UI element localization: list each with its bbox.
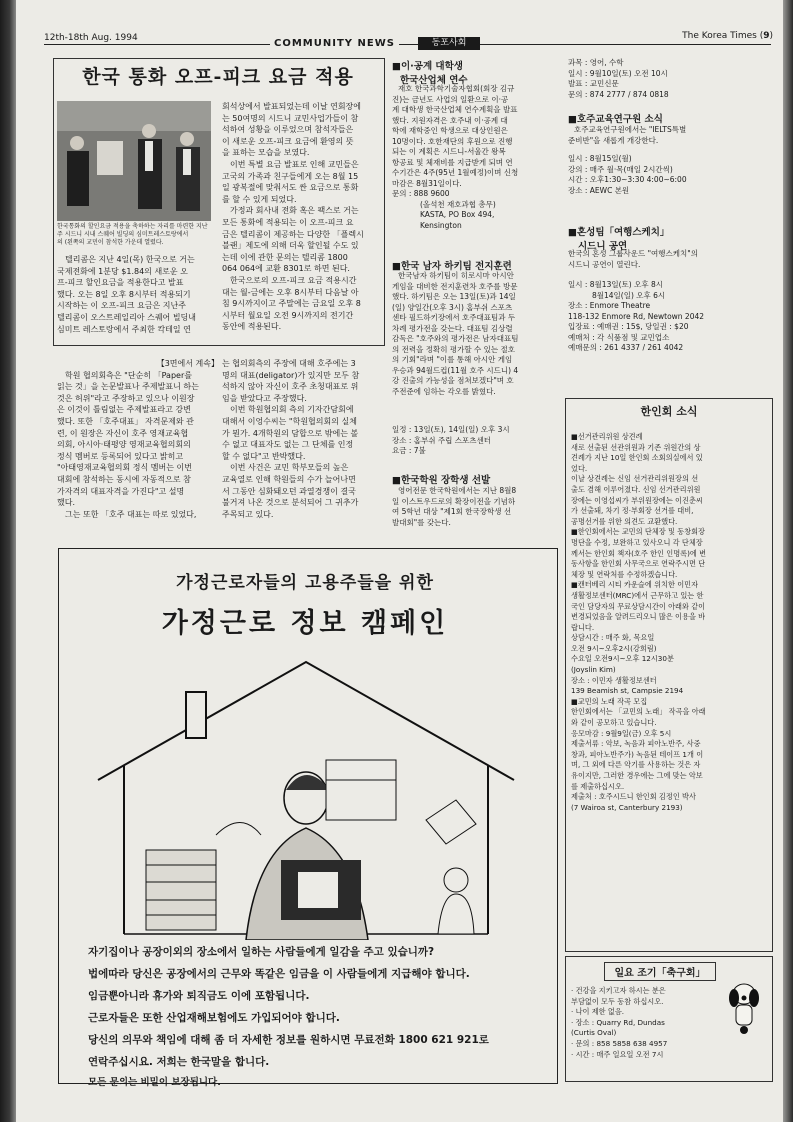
text-line: 일 이스트우드로의 확장이전을 기념하 — [392, 496, 516, 506]
text-line: 텔리콤이 오스트레일리아 스퀘어 빌딩내 — [57, 312, 197, 322]
text-line: 입장료 : 예매권 : 15$, 당일권 : $20 — [568, 322, 689, 331]
text-line: 시드니 공연이 열린다. — [568, 259, 641, 269]
text-line: (7 Wairoa st, Canterbury 2193) — [571, 802, 683, 812]
page-number: 9 — [763, 31, 770, 41]
text-line: 예매문의 : 261 4337 / 261 4042 — [568, 343, 684, 352]
caption-line: 한국통화의 할인요금 적용을 축하하는 자리를 마련한 지난주 시드니 시내 스퀘어 빌딩의 심미트레스토랑에서 — [57, 223, 208, 238]
text-line: 요금 : 7불 — [392, 446, 426, 455]
text-line: 의 전력을 정확히 평가할 수 있는 절호 — [392, 344, 515, 354]
lead-col2 — [222, 101, 380, 333]
text-line: 대는 월-금에는 오후 8시부터 다음날 아 — [222, 287, 359, 297]
text-line: 응모마감 : 9월9일(금) 오후 5시 — [571, 728, 672, 738]
headline-line: 한국산업체 연수 — [400, 75, 468, 86]
text-line: 는 협의회측의 주장에 대해 호주에는 3 — [222, 359, 356, 368]
text-line: 한국남자 하키팀이 히로시마 아시안 — [398, 271, 514, 280]
text-line: 국제전화에 1분당 $1.84의 새로운 오 — [57, 266, 188, 276]
text-line: 석하여 성황을 이루었으며 참석자들은 — [222, 125, 354, 135]
text-line: 장소 : AEWC 본원 — [568, 185, 630, 195]
text-line: 를 할 수 있게 되었다. — [222, 194, 297, 204]
text-line: 했다. 오는 8일 오후 8시부터 적용되기 — [57, 289, 191, 299]
paper-title: The Korea Times — [682, 31, 757, 41]
text-line: 불거져 나온 것으로 분석되어 그 귀추가 — [222, 498, 359, 508]
text-line: 새로 선출된 선관위원과 기존 위원간의 상 — [571, 442, 701, 452]
text-line: 장소 : Enmore Theatre — [568, 301, 651, 310]
issue-date: 12th-18th Aug. 1994 — [44, 33, 138, 43]
text-line: 은 이것이 틀림없는 주제발표라고 강변 — [57, 405, 191, 415]
text-line: 었다. — [571, 463, 588, 473]
text-line: 센타 필드하키장에서 호주대표팀과 두 — [392, 313, 516, 322]
text-line: 의 기회"라며 "이를 통해 아시안 게임 — [392, 355, 513, 364]
text-line: 문의 : 874 2777 / 874 0818 — [568, 89, 669, 99]
text-line: 호주교육연구원에서는 "IELTS특별 — [574, 125, 687, 134]
photo-image — [57, 101, 211, 221]
text-line: 가자격의 대표자격을 가진다"고 설명 — [57, 486, 185, 496]
text-line: · 시간 : 매주 일요일 오전 7시 — [571, 1049, 664, 1059]
text-line: 오전 9시~오후2시(강희림) — [571, 643, 657, 653]
photo-caption — [57, 223, 213, 247]
text-line: 주전준에 임하는 각오를 밝혔다. — [392, 386, 496, 396]
text-line: 읽는 것」을 논문발표나 주제발표니 하는 — [57, 382, 199, 392]
text-line: 과목 : 영어, 수학 — [568, 58, 624, 67]
soccer-club-title: 일요 조기「축구회」 — [604, 962, 716, 981]
text-line: 문의 : 888 9600 — [392, 189, 450, 198]
text-line: 했다. 또한 「호주대표」 자격문제와 관 — [57, 416, 194, 426]
text-line: (Joyslin Kim) — [571, 665, 616, 675]
text-line: 출도 겸해 이루어졌다. 신임 선거관리위원 — [571, 484, 701, 494]
scholarship-details — [568, 58, 768, 100]
text-line: 제출처 : 호주시드니 한인회 김정인 박사 — [571, 792, 696, 802]
text-line: 께서는 한인회 책자(호주 한인 인명록)에 변 — [571, 548, 707, 558]
text-line: 부담없이 모두 동참 하십시오. — [571, 996, 664, 1006]
text-line: 시간 : 오후1:30~3:30 4:00~6:00 — [568, 175, 687, 184]
society-news-title: 한인회 소식 — [640, 405, 698, 418]
unsw-headline — [392, 58, 562, 86]
text-line: 일시 : 9월10일(토) 오전 10시 — [568, 68, 668, 78]
text-line: 상담시간 : 매주 화, 목요일 — [571, 633, 655, 643]
text-line: 한인회에서는 「교민의 노래」 작곡을 아래 — [571, 707, 706, 717]
text-line: (일) 양일간(오후 3시) 홈부쉬 스포츠 — [392, 302, 513, 312]
hockey-headline: ■한국 남자 하키팀 전지훈련 — [392, 261, 512, 272]
text-line: 게임을 대비한 전지훈련차 호주를 방문 — [392, 281, 518, 291]
troupe-body — [568, 249, 768, 354]
text-line: 모든 통화에 적용되는 이 오프-피크 요 — [222, 217, 354, 227]
text-line: 프-피크 할인요금을 적용한다고 발표 — [57, 278, 184, 288]
text-line: 석하지 않아 자신이 호주 초청대표로 위 — [222, 382, 359, 392]
scholarship-body — [392, 486, 560, 528]
headline-line: 시드니 공연 — [578, 241, 628, 252]
text-line: 심미트 레스토랑에서 주최한 칵테일 연 — [57, 324, 191, 334]
text-line: 마감은 8월31일이다. — [392, 178, 462, 188]
text-line: 이번 학원협의회 측의 기자간담회에 — [230, 405, 354, 415]
text-line: 8월14일(일) 오후 6시 — [592, 290, 666, 300]
text-line: 장소 : 이민자 생활정보센터 — [571, 675, 657, 685]
text-line: 며, 그 외에 다른 악기를 사용하는 것은 자 — [571, 760, 701, 770]
text-line: 재호 한국과학기술자협회(회장 김규 — [398, 84, 515, 93]
text-line: 금은 텔리콤이 제공하는 다양한 「플렉시 — [222, 229, 364, 239]
headline-line: ■혼성팀「여행스케치」 — [568, 227, 670, 238]
campaign-title: 가정근로 정보 캠페인 — [161, 608, 449, 639]
text-line: 수 없고 대표자도 없는 그 단체를 인정 — [222, 440, 354, 450]
text-line: KASTA, PO Box 494, — [420, 210, 495, 219]
text-line: 장소 : 홈부쉬 주립 스포츠센터 — [392, 435, 492, 445]
text-line: 고국의 가족과 친구들에게 오는 8월 15 — [222, 171, 359, 181]
paper-name: The Korea Times (9) — [682, 31, 773, 41]
text-line: (Curtis Oval) — [571, 1028, 617, 1038]
text-line: · 나이 제한 없음. — [571, 1007, 625, 1017]
text-line: 가정과 회사내 전화 혹은 팩스로 거는 — [230, 206, 359, 216]
troupe-headline — [568, 224, 669, 252]
text-line: 대해서 이엉수씨는 "학원협의회의 실체 — [222, 416, 357, 426]
text-line: 가 뭔가. 4개학원의 담합으로 밖에는 볼 — [222, 428, 359, 438]
text-line: 여 5학년 대상 "제1회 한국장학생 선 — [392, 507, 512, 516]
ielts-headline: ■호주교육연구원 소식 — [568, 114, 663, 125]
text-line: 명단을 수정, 보완하고 있사오니 각 단체장 — [571, 537, 703, 547]
text-line: 랍니다. — [571, 622, 595, 632]
text-line: 견례가 지난 10일 한인회 소회의실에서 있 — [571, 453, 703, 463]
text-line: 는 50여명의 시드니 교민사업가들이 참 — [222, 113, 359, 123]
scholarship-headline: ■한국학원 장학생 선발 — [392, 475, 491, 486]
continued-label: 【3면에서 계속】 — [156, 359, 219, 368]
scan-edge-right — [783, 0, 793, 1122]
text-line: 의회, 아시아·태평양 영재교육협의회의 — [57, 440, 191, 450]
text-line: 회석상에서 발표되었는데 이날 연회장에 — [222, 102, 362, 111]
text-line: ■교민의 노래 작곡 모집 — [571, 696, 648, 706]
text-line: 일 광복절에 맞춰서도 싼 요금으로 통화 — [222, 183, 359, 193]
lead-col1 — [57, 254, 219, 335]
section-tag: 동포사회 — [418, 37, 480, 50]
campaign-line: 연락주십시요. 저희는 한국말을 합니다. — [88, 1056, 270, 1068]
text-line: 수요일 오전9시~오후 12시30분 — [571, 654, 674, 664]
text-line: 발대회"를 갖는다. — [392, 517, 451, 527]
text-line: 이 새로운 오프-피크 요금에 환영의 뜻 — [222, 136, 354, 146]
headline-line: ■이·공계 대학생 — [392, 61, 463, 72]
text-line: 제출서류 : 악보, 녹음과 피아노반주, 사중 — [571, 739, 701, 749]
section-title: COMMUNITY NEWS — [270, 38, 399, 49]
text-line: 이번 특별 요금 발표로 인해 교민들은 — [230, 159, 359, 169]
dog-mascot-icon — [724, 978, 766, 1034]
text-line: 항공료 및 체재비를 지급받게 되며 연 — [392, 157, 513, 167]
text-line: 한국의 혼성 그룹사운드 "여행스케치"의 — [568, 249, 698, 258]
text-line: 창과, 피아노반주가) 녹음된 테이프 1개 이 — [571, 749, 704, 759]
text-line: 우승과 94월드컵(11월 호주 시드니) 4 — [392, 365, 519, 375]
text-line: 서 그동안 심화돼오던 과열경쟁이 결국 — [222, 486, 356, 496]
text-line: 했다. 하키팀은 오는 13일(토)과 14일 — [392, 292, 516, 301]
text-line: 예매처 : 각 식품점 및 교민업소 — [568, 332, 670, 342]
campaign-line: 법에따라 당신은 공장에서의 근무와 똑같은 임금을 이 사람들에게 지급해야 합니다. — [88, 968, 470, 980]
text-line: 생활정보센터(MRC)에서 근무하고 있는 한 — [571, 590, 704, 600]
text-line: 는데 이에 관한 문의는 텔리콤 1800 — [222, 252, 348, 262]
text-line: 10명이다. 호한재단의 후원으로 진행 — [392, 136, 513, 146]
text-line: 국인 담당자의 무료상담시간이 아래와 같이 — [571, 601, 706, 611]
text-line: 진)는 금년도 사업의 일환으로 이·공 — [392, 94, 509, 104]
text-line: · 문의 : 858 5858 638 4957 — [571, 1038, 668, 1048]
text-line: ■선거관리위원 상견례 — [571, 432, 643, 441]
text-line: 정식 멤버로 등록되어 있다고 밝히고 — [57, 451, 184, 461]
text-line: 한국으로의 오프-피크 요금 적용시간 — [230, 275, 357, 285]
text-line: 동안에 적용된다. — [222, 322, 282, 332]
text-line: 064 064에 교환 8301로 하면 된다. — [222, 264, 350, 274]
text-line: 차례 평가전을 갖는다. 대표팀 김상렬 — [392, 323, 513, 333]
header-rule — [44, 44, 771, 45]
text-line: · 장소 : Quarry Rd, Dundas — [571, 1017, 665, 1027]
text-line: 수기간은 4주(95년 1월예정)이며 신청 — [392, 168, 519, 177]
text-line: 주목되고 있다. — [222, 509, 274, 519]
hockey-info — [392, 425, 560, 457]
campaign-line: 당신의 의무와 책임에 대해 좀 더 자세한 정보를 원하시면 무료전화 1800 621 921로 — [88, 1034, 489, 1046]
campaign-line: 자기집이나 공장이외의 장소에서 일하는 사람들에게 일감을 주고 있습니까? — [88, 946, 435, 958]
text-line: 이번 사건은 교민 학부모들의 높은 — [230, 463, 349, 473]
text-line: 명의 대표(deligator)가 있지만 모두 참 — [222, 370, 360, 380]
text-line: 시부터 월요일 오전 9시까지의 전기간 — [222, 310, 354, 320]
text-line: 이날 상견례는 신임 선거관리위원장의 선 — [571, 474, 699, 484]
text-line: 련, 이 원장은 자신이 호주 영재교육협 — [57, 428, 189, 438]
text-line: 블랜」제도에 의해 더욱 할인될 수도 있 — [222, 241, 359, 251]
campaign-line: 근로자들은 또한 산업재해보험에도 가입되어야 합니다. — [88, 1012, 340, 1024]
text-line: 교육열로 인해 학원들의 수가 늘어나면 — [222, 474, 356, 484]
text-line: 을 표하는 모습을 보였다. — [222, 148, 310, 158]
ielts-body — [568, 125, 768, 196]
text-line: 일시 : 8월15일(월) — [568, 154, 632, 163]
society-news-body — [571, 432, 767, 813]
text-line: 준비반"을 새롭게 개강한다. — [568, 135, 659, 145]
hockey-body — [392, 271, 560, 397]
lead-photo — [57, 101, 211, 221]
text-line: 동사항을 한인회 사무국으로 연락주시면 단 — [571, 559, 706, 569]
house-illustration — [66, 650, 546, 940]
text-line: 공명선거를 위한 의견도 교환했다. — [571, 516, 678, 526]
text-line: 를 제출하십시오. — [571, 781, 625, 791]
text-line: 임을 받았다고 주장했다. — [222, 393, 307, 403]
lead-headline: 한국 통화 오프-피크 요금 적용 — [82, 66, 354, 88]
soccer-club-body — [571, 986, 721, 1060]
text-line: 감독은 "호주와의 평가전은 남자대표팀 — [392, 334, 519, 343]
continued-col2 — [222, 358, 382, 520]
text-line: 시작하는 이 오프-피크 요금은 지난주 — [57, 301, 186, 311]
text-line: 발표 : 교민신문 — [568, 79, 619, 88]
text-line: ■한인회에서는 교민의 단체장 및 동창회장 — [571, 527, 705, 537]
text-line: 체장 및 연락처를 수정하겠습니다. — [571, 569, 678, 579]
text-line: 했다. 지원자격은 호주내 이·공계 대 — [392, 115, 508, 125]
text-line: 변경되었음을 알려드리오니 많은 이용을 바 — [571, 612, 706, 622]
text-line: 했다. — [57, 498, 75, 508]
text-line: 118-132 Enmore Rd, Newtown 2042 — [568, 311, 705, 321]
text-line: 강의 : 매주 월·목(매일 2시간씩) — [568, 164, 673, 174]
text-line: (올석천 재호과협 총무) — [420, 199, 496, 209]
text-line: 되는 이 계획은 시드니-서울간 왕복 — [392, 147, 506, 156]
text-line: 학원 협의회측은 "단순히 「Paper를 — [65, 370, 192, 380]
text-line: 계 대학생 한국산업체 연수계획을 발표 — [392, 105, 518, 114]
text-line: 강 진출의 가능성을 점쳐보겠다"며 호 — [392, 376, 514, 385]
text-line: 일시 : 8월13일(토) 오후 8시 — [568, 280, 663, 289]
text-line: · 건강을 지키고자 하시는 분은 — [571, 986, 666, 995]
text-line: 것은 허위"라고 주장하고 있으나 이원장 — [57, 393, 195, 403]
scan-edge-left — [0, 0, 16, 1122]
text-line: 할 수 없다"고 반박했다. — [222, 451, 306, 461]
campaign-subtitle: 가정근로자들의 고용주들을 위한 — [176, 573, 434, 593]
text-line: ■캔터베리 시티 카운슬에 위치한 이민자 — [571, 580, 699, 590]
text-line: 유이지만, 그러한 경우에는 그에 맞는 악보 — [571, 771, 703, 780]
campaign-line: 임금뿐아니라 휴가와 퇴직금도 이에 포함됩니다. — [88, 990, 310, 1002]
campaign-line: 모든 문의는 비밀이 보장됩니다. — [88, 1077, 221, 1088]
text-line: 영어전문 한국학원에서는 지난 8월8 — [398, 486, 517, 495]
text-line: 텔리콤은 지난 4일(목) 한국으로 거는 — [65, 255, 195, 264]
unsw-body — [392, 84, 560, 231]
text-line: 침 9시까지이고 주말에는 금요일 오후 8 — [222, 299, 361, 309]
text-line: 139 Beamish st, Campsie 2194 — [571, 686, 684, 696]
caption-line: 의 (왼쪽의 교민이 참석한 가운데 열렸다. — [57, 239, 164, 246]
text-line: 학에 재학중인 학생으로 대상인원은 — [392, 126, 508, 135]
text-line: 와 같이 공모하고 있습니다. — [571, 718, 657, 728]
text-line: 장에는 이영섭씨가 부위원장에는 이진춘씨 — [571, 495, 703, 505]
continued-col1 — [57, 358, 219, 520]
text-line: "아태영재교육협의회 정식 멤버는 이번 — [57, 463, 192, 473]
text-line: 일정 : 13일(토), 14일(일) 오후 3시 — [392, 425, 510, 434]
text-line: Kensington — [420, 220, 462, 230]
text-line: 가 선출돼, 차기 정·부회장 선거를 대비, — [571, 506, 694, 516]
text-line: 대회에 참석하는 동시에 자동적으로 참 — [57, 474, 191, 484]
text-line: 그는 또한 「호주 대표는 따로 있었다, — [65, 509, 197, 519]
